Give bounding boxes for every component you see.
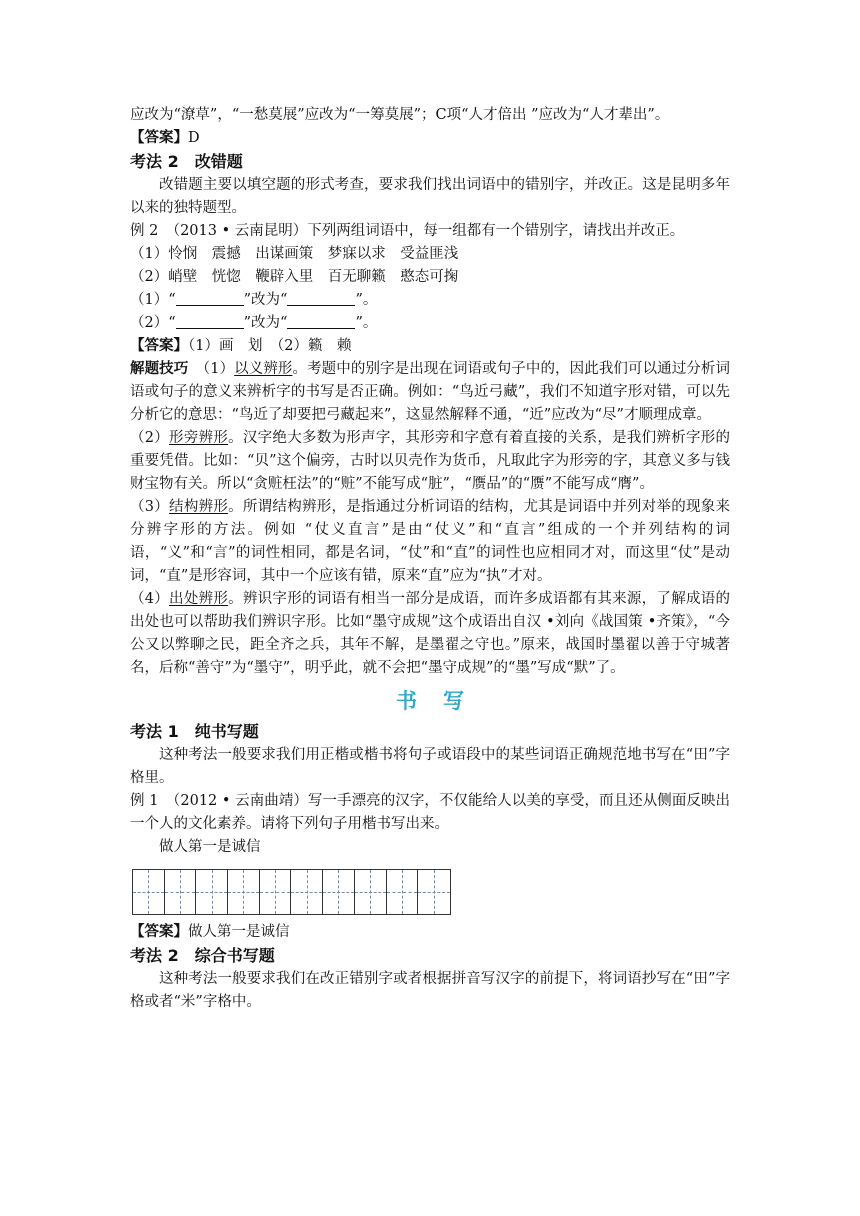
blank-field[interactable] (287, 314, 355, 329)
writing-example-1-sentence: 做人第一是诚信 (159, 839, 261, 855)
blank-field[interactable] (176, 291, 244, 306)
tip-4 (130, 588, 730, 680)
tian-grid-cell[interactable] (260, 870, 292, 914)
blank-field[interactable] (287, 291, 355, 306)
tian-grid-cell[interactable] (355, 870, 387, 914)
tian-grid-cell[interactable] (418, 870, 450, 914)
writing-method-1-heading: 考法 1 纯书写题 (130, 722, 259, 741)
tip-keyword: 结构辨形 (169, 499, 229, 515)
tip-number: （1） (188, 361, 235, 377)
writing-answer-1 (130, 921, 730, 944)
tips-label: 解题技巧 (130, 361, 189, 377)
tip-number: （3） (130, 499, 170, 515)
method-2-description: 改错题主要以填空题的形式考查，要求我们找出词语中的错别字，并改正。这是昆明多年以来的独特题型。 (130, 177, 730, 216)
answer-value: 做人第一是诚信 (188, 924, 290, 940)
tip-text: 。汉字绝大多数为形声字，其形旁和字意有着直接的关系，是我们辨析字形的重要凭借。比如：“贝”这个偏旁，古时以贝壳作为货币，凡取此字为形旁的字，其意义多与钱财宝物有关。所以“贪赃枉法”的“赃”不能写成“脏”，“赝品”的“赝”不能写成“膺”。 (130, 430, 731, 492)
answer-label: 【答案】 (130, 130, 188, 146)
fill-text: ”改为“ (243, 315, 288, 331)
document-page (130, 104, 730, 1014)
tian-grid-cell[interactable] (228, 870, 260, 914)
tian-grid-cell[interactable] (196, 870, 228, 914)
fill-line-1 (130, 289, 730, 312)
fill-line-2 (130, 312, 730, 335)
tip-keyword: 以义辨形 (234, 361, 293, 377)
writing-method-1-description: 这种考法一般要求我们用正楷或楷书将句子或语段中的某些词语正确规范地书写在“田”字格里。 (130, 747, 730, 786)
intro-paragraph: 应改为“潦草”，“一愁莫展”应改为“一筹莫展”；C项“人才倍出 ”应改为“人才辈出”。 (130, 107, 670, 123)
tian-grid-cell[interactable] (291, 870, 323, 914)
writing-method-2-heading: 考法 2 综合书写题 (130, 946, 275, 965)
answer-label: 【答案】 (130, 924, 188, 940)
tip-number: （4） (130, 591, 170, 607)
writing-example-1-question: 例 1 （2012 • 云南曲靖）写一手漂亮的汉字，不仅能给人以美的享受，而且还从侧面反映出一个人的文化素养。请将下列句子用楷书写出来。 (130, 793, 730, 832)
fill-text: ”。 (355, 292, 378, 308)
answer-2 (130, 335, 730, 358)
answer-label: 【答案】 (130, 338, 188, 354)
tip-2 (130, 427, 730, 496)
tip-1 (130, 358, 730, 427)
tip-number: （2） (130, 430, 170, 446)
tian-grid-cell[interactable] (323, 870, 355, 914)
tian-grid-cell[interactable] (387, 870, 419, 914)
tian-grid-cell[interactable] (165, 870, 197, 914)
tian-grid-cell[interactable] (133, 870, 165, 914)
answer-value: D (188, 130, 200, 146)
example-2-group-2: （2）峭壁 恍惚 鞭辟入里 百无聊籁 憨态可掬 (130, 269, 459, 285)
example-2-group-1: （1）怜悯 震撼 出谋画策 梦寐以求 受益匪浅 (130, 246, 459, 262)
method-2-heading: 考法 2 改错题 (130, 152, 243, 171)
fill-text: （1）“ (130, 292, 176, 308)
tip-keyword: 出处辨形 (169, 591, 229, 607)
tip-keyword: 形旁辨形 (169, 430, 229, 446)
tip-text: 。所谓结构辨形，是指通过分析词语的结构，尤其是词语中并列对举的现象来分辨字形的方法。例如 “仗义直言”是由“仗义”和“直言”组成的一个并列结构的词语，“义”和“言”的词性相同，都是名词，“仗”和“直”的词性也应相同才对，而这里“仗”是动词，“直”是形容词，其中一个应该有错，原来“直”应为“执”才对。 (130, 499, 731, 584)
tian-character-grid[interactable] (132, 869, 451, 915)
fill-text: ”改为“ (243, 292, 288, 308)
example-2-question: 例 2 （2013 • 云南昆明）下列两组词语中，每一组都有一个错别字，请找出并改正。 (130, 223, 685, 239)
answer-1 (130, 127, 730, 150)
answer-value: （1）画 划 （2）籁 赖 (188, 338, 352, 354)
tip-text: 。考题中的别字是出现在词语或句子中的，因此我们可以通过分析词语或句子的意义来辨析字的书写是否正确。例如：“鸟近弓藏”，我们不知道字形对错，可以先分析它的意思：“鸟近了却要把弓藏起来”，这显然解释不通，“近”应改为“尽”才顺理成章。 (130, 361, 730, 423)
tian-grid-wrapper (132, 869, 730, 915)
tip-text: 。辨识字形的词语有相当一部分是成语，而许多成语都有其来源，了解成语的出处也可以帮助我们辨识字形。比如“墨守成规”这个成语出自汉 •刘向《战国策 •齐策》，“今公又以弊聊之民，距全齐之兵，其年不解，是墨翟之守也。”原来，战国时墨翟以善于守城著名，后称“善守”为“墨守”，明乎此，就不会把“墨守成规”的“墨”写成“默”了。 (130, 591, 731, 676)
fill-text: ”。 (355, 315, 378, 331)
fill-text: （2）“ (130, 315, 176, 331)
tip-3 (130, 496, 730, 588)
writing-method-2-description: 这种考法一般要求我们在改正错别字或者根据拼音写汉字的前提下，将词语抄写在“田”字格或者“米”字格中。 (130, 971, 730, 1010)
blank-field[interactable] (176, 314, 244, 329)
section-title-writing: 书写 (396, 689, 490, 713)
